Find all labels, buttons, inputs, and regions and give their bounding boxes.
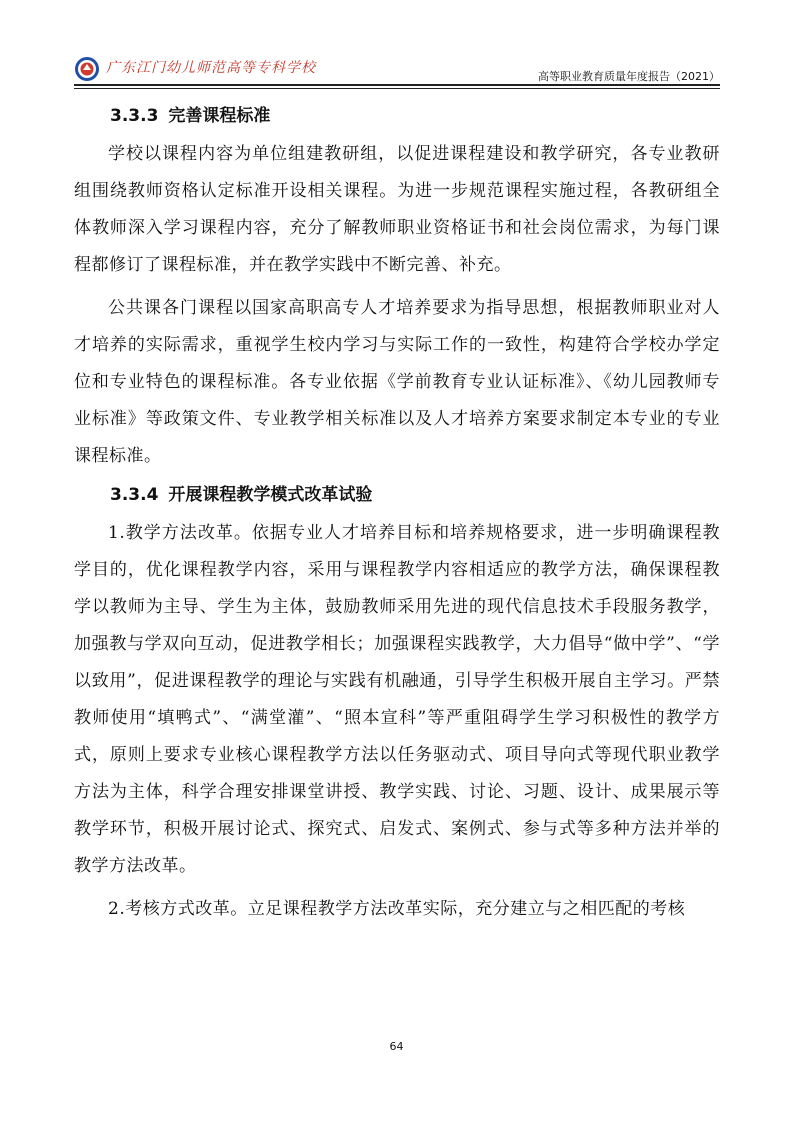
page-number: 64 xyxy=(389,1040,404,1053)
section-number: 3.3.3 xyxy=(110,106,159,126)
section-title: 开展课程教学模式改革试验 xyxy=(168,485,373,505)
section-heading-3-3-4 xyxy=(74,481,720,509)
school-emblem-icon xyxy=(74,56,100,82)
report-title: 高等职业教育质量年度报告（2021） xyxy=(538,70,720,83)
page-content xyxy=(74,102,720,928)
paragraph: 1.教学方法改革。依据专业人才培养目标和培养规格要求，进一步明确课程教学目的，优化课程教学内容，采用与课程教学内容相适应的教学方法，确保课程教学以教师为主导、学生为主体，鼓励教师采用先进的现代信息技术手段服务教学，加强教与学双向互动，促进教学相长；加强课程实践教学，大力倡导“做中学”、“学以致用”，促进课程教学的理论与实践有机融通，引导学生积极开展自主学习。严禁教师使用“填鸭式”、“满堂灌”、“照本宣科”等严重阻碍学生学习积极性的教学方式，原则上要求专业核心课程教学方法以任务驱动式、项目导向式等现代职业教学方法为主体，科学合理安排课堂讲授、教学实践、讨论、习题、设计、成果展示等教学环节，积极开展讨论式、探究式、启发式、案例式、参与式等多种方法并举的教学方法改革。 xyxy=(74,523,720,876)
header-divider-thin xyxy=(74,88,720,89)
paragraph: 公共课各门课程以国家高职高专人才培养要求为指导思想，根据教师职业对人才培养的实际需求，重视学生校内学习与实际工作的一致性，构建符合学校办学定位和专业特色的课程标准。各专业依据《学前教育专业认证标准》、《幼儿园教师专业标准》等政策文件、专业教学相关标准以及人才培养方案要求制定本专业的专业课程标准。 xyxy=(74,298,720,466)
section-title: 完善课程标准 xyxy=(168,106,271,126)
section-number: 3.3.4 xyxy=(110,485,159,505)
paragraph: 2.考核方式改革。立足课程教学方法改革实际，充分建立与之相匹配的考核 xyxy=(108,899,686,919)
header-divider xyxy=(74,84,720,86)
page-header xyxy=(74,52,720,84)
section-heading-3-3-3 xyxy=(74,102,720,130)
paragraph: 学校以课程内容为单位组建教研组，以促进课程建设和教学研究，各专业教研组围绕教师资格认定标准开设相关课程。为进一步规范课程实施过程，各教研组全体教师深入学习课程内容，充分了解教师职业资格证书和社会岗位需求，为每门课程都修订了课程标准，并在教学实践中不断完善、补充。 xyxy=(74,144,720,275)
school-name: 广东江门幼儿师范高等专科学校 xyxy=(106,60,316,76)
